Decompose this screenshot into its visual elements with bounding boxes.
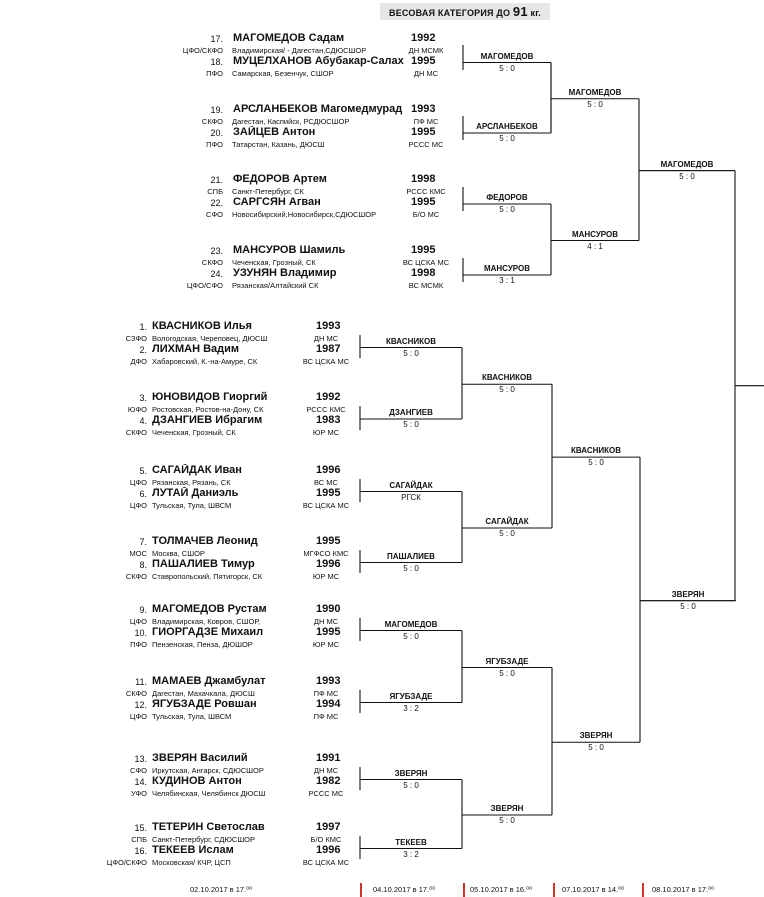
athlete-rank: ВС ЦСКА МС	[302, 357, 350, 366]
athlete-name: ПАШАЛИЕВ Тимур	[152, 558, 255, 570]
result-score: 5 : 0	[403, 780, 419, 790]
date-separator	[642, 883, 644, 897]
athlete-number: 8.	[139, 560, 147, 570]
athlete-city: Санкт-Петербург, СДЮСШОР	[152, 835, 256, 844]
athlete-name: МАГОМЕДОВ Садам	[233, 32, 345, 44]
athlete-region: СПБ	[207, 187, 223, 196]
athlete-region: ПФО	[206, 140, 223, 149]
athlete-city: Новосибирский,Новосибирск,СДЮСШОР	[232, 210, 377, 219]
athlete-region: УФО	[130, 789, 147, 798]
athlete-region: СКФО	[125, 428, 147, 437]
athlete-year: 1995	[316, 535, 341, 547]
result-winner-name: МАГОМЕДОВ	[568, 87, 622, 97]
result-score: 5 : 0	[587, 99, 603, 109]
athlete-year: 1991	[316, 752, 341, 764]
result-winner-name: КВАСНИКОВ	[570, 446, 622, 456]
athlete-region: ЦФО/СКФО	[182, 46, 223, 55]
athlete-name: КУДИНОВ Антон	[152, 775, 242, 787]
result-winner-name: КВАСНИКОВ	[481, 373, 533, 383]
athlete-name: МАГОМЕДОВ Рустам	[152, 603, 267, 615]
result-score: 5 : 0	[499, 816, 515, 825]
athlete-rank: ДН МС	[313, 334, 339, 343]
athlete-number: 11.	[135, 677, 147, 687]
athlete-region: МОС	[129, 549, 147, 558]
athlete-name: САГАЙДАК Иван	[152, 464, 242, 476]
athlete-city: Тульская, Тула, ШВСМ	[152, 712, 232, 721]
result-winner-name: МАГОМЕДОВ	[384, 619, 438, 629]
result-winner-name: ДЗАНГИЕВ	[389, 408, 433, 417]
athlete-city: Иркутская, Ангарск, СДЮСШОР	[152, 766, 264, 775]
result-score: 5 : 0	[403, 420, 419, 429]
athlete-city: Московская/ КЧР, ЦСП	[152, 858, 231, 867]
athlete-rank: ПФ МС	[313, 689, 339, 698]
athlete-name: МАНСУРОВ Шамиль	[233, 244, 346, 256]
athlete-number: 23.	[210, 246, 223, 256]
date-separator	[463, 883, 465, 897]
athlete-year: 1993	[316, 675, 341, 687]
athlete-year: 1994	[316, 698, 341, 710]
result-winner-name: ТЕКЕЕВ	[395, 837, 427, 847]
athlete-name: ЗАЙЦЕВ Антон	[233, 126, 316, 138]
athlete-city: Челябинская, Челябинск ДЮСШ	[152, 789, 266, 798]
athlete-year: 1992	[411, 32, 436, 44]
result-score: 5 : 0	[499, 385, 515, 395]
date-separator	[360, 883, 362, 897]
result-winner-name: МАНСУРОВ	[483, 264, 531, 273]
athlete-rank: ДН МС	[313, 766, 339, 775]
athlete-number: 16.	[134, 846, 147, 856]
athlete-city: Хабаровский, К.-на-Амуре, СК	[152, 357, 258, 366]
athlete-city: Москва, СШОР	[152, 549, 205, 558]
result-score: 5 : 0	[499, 134, 515, 143]
result-winner-name: САГАЙДАК	[389, 480, 433, 490]
athlete-region: ЮФО	[127, 405, 147, 414]
athlete-number: 22.	[210, 198, 223, 208]
athlete-year: 1996	[316, 558, 341, 570]
athlete-region: СЗФО	[125, 334, 147, 343]
result-score: 5 : 0	[403, 348, 419, 358]
athlete-rank: РССС КМС	[306, 405, 346, 414]
weight-category-unit: кг.	[530, 8, 541, 18]
result-winner-name: АРСЛАНБЕКОВ	[476, 122, 538, 131]
athlete-name: АРСЛАНБЕКОВ Магомедмурад	[233, 103, 403, 115]
athlete-year: 1998	[411, 173, 436, 185]
athlete-rank: МГФСО КМС	[303, 549, 349, 558]
result-score: 3 : 2	[403, 849, 419, 859]
athlete-rank: РССС КМС	[406, 187, 446, 196]
athlete-rank: ДН МС	[413, 69, 439, 78]
athlete-year: 1982	[316, 775, 341, 787]
athlete-rank: РССС МС	[308, 789, 344, 798]
athlete-region: ЦФО/СФО	[186, 281, 223, 290]
athlete-year: 1996	[316, 844, 341, 856]
result-winner-name: ЗВЕРЯН	[671, 589, 705, 599]
athlete-city: Рязанская/Алтайский СК	[232, 281, 319, 290]
athlete-name: ЯГУБЗАДЕ Ровшан	[152, 698, 257, 710]
athlete-rank: ПФ МС	[413, 117, 439, 126]
athlete-city: Дагестан, Махачкала, ДЮСШ	[152, 689, 255, 698]
athlete-number: 10.	[134, 628, 147, 638]
athlete-region: ПФО	[130, 640, 147, 649]
athlete-rank: ЮР МС	[312, 428, 340, 437]
result-score: 3 : 2	[403, 703, 419, 713]
athlete-region: СКФО	[201, 117, 223, 126]
athlete-number: 7.	[139, 537, 147, 547]
athlete-city: Вологодская, Череповец, ДЮСШ	[152, 334, 268, 343]
athlete-year: 1996	[316, 464, 341, 476]
athlete-number: 5.	[139, 466, 147, 476]
athlete-number: 21.	[210, 175, 223, 185]
athlete-number: 1.	[139, 322, 147, 332]
athlete-rank: Б/О КМС	[310, 835, 342, 844]
athlete-year: 1995	[316, 626, 341, 638]
result-winner-name: ПАШАЛИЕВ	[387, 551, 435, 561]
athlete-city: Ставропольский, Пятигорск, СК	[152, 572, 263, 581]
athlete-rank: ЮР МС	[312, 640, 340, 649]
athlete-city: Ростовская, Ростов-на-Дону, СК	[152, 405, 264, 414]
athlete-rank: ВС МСМК	[408, 281, 444, 290]
athlete-number: 4.	[139, 416, 147, 426]
result-score: 5 : 0	[403, 631, 419, 641]
athlete-year: 1995	[411, 244, 436, 256]
athlete-name: ЛУТАЙ Даниэль	[152, 487, 239, 499]
result-score: 5 : 0	[499, 529, 515, 538]
result-score: 5 : 0	[499, 205, 515, 214]
result-winner-name: ЗВЕРЯН	[394, 768, 428, 778]
result-winner-name: МАГОМЕДОВ	[660, 159, 714, 169]
athlete-rank: Б/О МС	[412, 210, 440, 219]
athlete-city: Тульская, Тула, ШВСМ	[152, 501, 232, 510]
athlete-city: Санкт-Петербург, СК	[232, 187, 304, 196]
result-winner-name: МАГОМЕДОВ	[480, 51, 534, 61]
result-score: 5 : 0	[588, 743, 604, 753]
athlete-city: Татарстан, Казань, ДЮСШ	[232, 140, 325, 149]
athlete-rank: ВС МС	[314, 478, 338, 487]
athlete-year: 1990	[316, 603, 341, 615]
athlete-rank: ВС ЦСКА МС	[402, 258, 450, 267]
athlete-region: СКФО	[125, 689, 147, 698]
athlete-number: 12.	[134, 700, 147, 710]
athlete-year: 1992	[316, 391, 341, 403]
athlete-city: Владимирская, Ковров, СШОР,	[152, 617, 261, 626]
result-winner-name: ЗВЕРЯН	[490, 804, 524, 813]
athlete-rank: РССС МС	[408, 140, 444, 149]
athlete-region: ЦФО	[129, 478, 147, 487]
athlete-name: ЗВЕРЯН Василий	[152, 752, 248, 764]
result-score: 4 : 1	[587, 241, 603, 251]
athlete-name: ТЕТЕРИН Светослав	[152, 821, 265, 833]
athlete-city: Чеченская, Грозный, СК	[152, 428, 236, 437]
athlete-number: 17.	[210, 34, 223, 44]
athlete-region: СФО	[130, 766, 147, 775]
athlete-city: Владимирская/ - Дагестан,СДЮСШОР	[232, 46, 367, 55]
athlete-rank: ДН МСМК	[408, 46, 444, 55]
athlete-rank: ВС ЦСКА МС	[302, 501, 350, 510]
athlete-year: 1983	[316, 414, 341, 426]
schedule-date: 08.10.2017 в 17.⁰⁰	[652, 885, 715, 894]
athlete-year: 1987	[316, 343, 341, 355]
athlete-number: 20.	[210, 128, 223, 138]
athlete-name: САРГСЯН Агван	[233, 196, 321, 208]
athlete-region: ЦФО/СКФО	[106, 858, 147, 867]
athlete-year: 1998	[411, 267, 436, 279]
athlete-name: ТЕКЕЕВ Ислам	[152, 844, 234, 856]
athlete-name: ФЕДОРОВ Артем	[233, 173, 327, 185]
athlete-name: УЗУНЯН Владимир	[233, 267, 337, 279]
schedule-date: 04.10.2017 в 17.⁰⁰	[373, 885, 436, 894]
athlete-number: 3.	[139, 393, 147, 403]
athlete-name: МАМАЕВ Джамбулат	[152, 675, 266, 687]
result-score: 5 : 0	[403, 563, 419, 573]
result-winner-name: КВАСНИКОВ	[385, 336, 437, 346]
result-score: 5 : 0	[588, 458, 604, 468]
result-score: 5 : 0	[499, 668, 515, 678]
result-score: 5 : 0	[679, 171, 695, 181]
result-winner-name: МАНСУРОВ	[571, 229, 619, 239]
athlete-name: ДЗАНГИЕВ Ибрагим	[152, 414, 263, 426]
athlete-number: 13.	[134, 754, 147, 764]
athlete-region: ЦФО	[129, 617, 147, 626]
athlete-region: СКФО	[201, 258, 223, 267]
athlete-number: 15.	[134, 823, 147, 833]
athlete-name: ТОЛМАЧЕВ Леонид	[152, 535, 258, 547]
weight-category-value: 91	[512, 4, 528, 19]
schedule-date: 05.10.2017 в 16.⁰⁰	[470, 885, 533, 894]
athlete-year: 1995	[411, 55, 436, 67]
athlete-name: ГИОРГАДЗЕ Михаил	[152, 626, 264, 638]
schedule-date: 02.10.2017 в 17.⁰⁰	[190, 885, 253, 894]
athlete-rank: ЮР МС	[312, 572, 340, 581]
result-score: РГСК	[401, 492, 421, 502]
athlete-rank: ДН МС	[313, 617, 339, 626]
athlete-region: ДФО	[130, 357, 147, 366]
athlete-city: Дагестан, Каспийск, РСДЮСШОР	[232, 117, 350, 126]
result-winner-name: ФЕДОРОВ	[486, 193, 528, 202]
athlete-number: 9.	[139, 605, 147, 615]
athlete-number: 24.	[210, 269, 223, 279]
athlete-city: Пензенская, Пенза, ДЮШОР	[152, 640, 253, 649]
athlete-region: СКФО	[125, 572, 147, 581]
athlete-region: ПФО	[206, 69, 223, 78]
weight-category-label: ВЕСОВАЯ КАТЕГОРИЯ ДО	[389, 8, 511, 18]
athlete-year: 1993	[411, 103, 436, 115]
athlete-city: Чеченская, Грозный, СК	[232, 258, 316, 267]
result-score: 5 : 0	[680, 601, 696, 611]
athlete-region: ЦФО	[129, 501, 147, 510]
athlete-number: 14.	[134, 777, 147, 787]
athlete-region: СФО	[206, 210, 223, 219]
athlete-region: ЦФО	[129, 712, 147, 721]
result-winner-name: ЗВЕРЯН	[579, 731, 613, 741]
athlete-name: ЛИХМАН Вадим	[152, 343, 240, 355]
athlete-year: 1995	[316, 487, 341, 499]
athlete-number: 2.	[139, 345, 147, 355]
athlete-rank: ПФ МС	[313, 712, 339, 721]
athlete-rank: ВС ЦСКА МС	[302, 858, 350, 867]
athlete-number: 6.	[139, 489, 147, 499]
athlete-region: СПБ	[131, 835, 147, 844]
schedule-date: 07.10.2017 в 14.⁰⁰	[562, 885, 625, 894]
athlete-number: 18.	[210, 57, 223, 67]
athlete-year: 1993	[316, 320, 341, 332]
athlete-name: МУЦЕЛХАНОВ Абубакар-Салах	[233, 55, 404, 67]
athlete-year: 1997	[316, 821, 341, 833]
result-winner-name: ЯГУБЗАДЕ	[485, 656, 529, 666]
result-score: 5 : 0	[499, 63, 515, 73]
athlete-city: Рязанская, Рязань, СК	[152, 478, 231, 487]
result-winner-name: ЯГУБЗАДЕ	[389, 691, 433, 701]
athlete-year: 1995	[411, 196, 436, 208]
result-winner-name: САГАЙДАК	[485, 517, 529, 526]
athlete-city: Самарская, Безенчук, СШОР	[232, 69, 334, 78]
athlete-name: КВАСНИКОВ Илья	[152, 320, 252, 332]
result-score: 3 : 1	[499, 276, 515, 285]
athlete-number: 19.	[210, 105, 223, 115]
date-separator	[553, 883, 555, 897]
athlete-name: ЮНОВИДОВ Гиоргий	[152, 391, 268, 403]
athlete-year: 1995	[411, 126, 436, 138]
